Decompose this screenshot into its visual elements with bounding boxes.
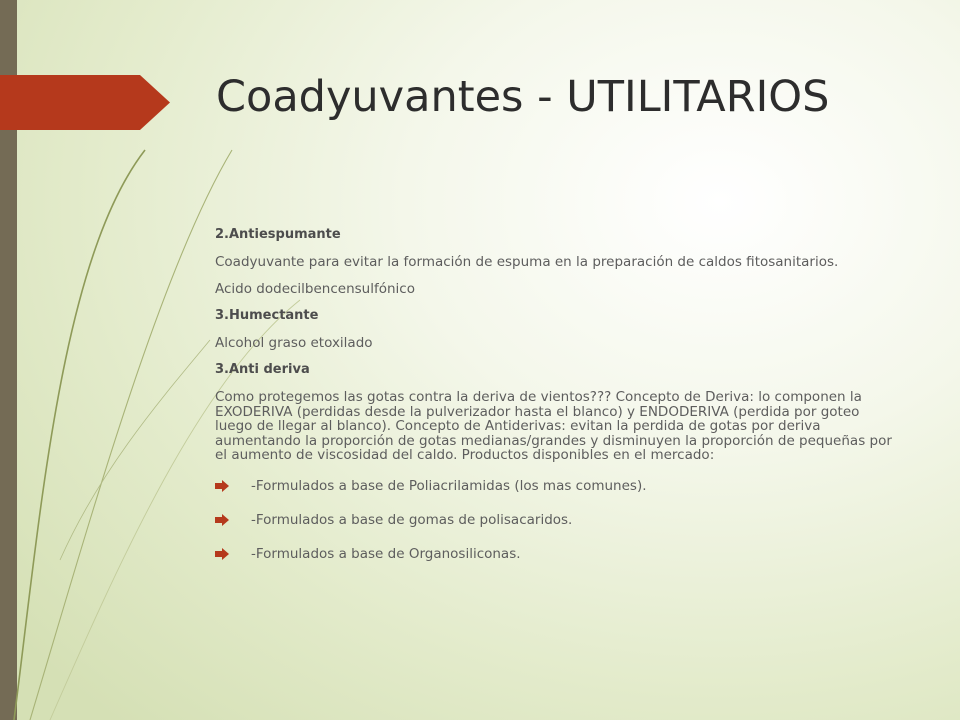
decorative-line [14, 150, 145, 720]
slide-title: Coadyuvantes - UTILITARIOS [216, 72, 830, 122]
section-heading-antiespumante: 2.Antiespumante [215, 227, 341, 242]
decorative-line [30, 150, 232, 720]
bullet-text: -Formulados a base de Organosiliconas. [251, 545, 521, 562]
products-list [215, 479, 893, 561]
decorative-line [60, 340, 210, 560]
list-item [215, 513, 893, 527]
antiespumante-description: Coadyuvante para evitar la formación de espuma en la preparación de caldos fitosanitarios. [215, 254, 839, 270]
red-arrow-banner-icon [0, 75, 170, 130]
antiespumante-example: Acido dodecilbencensulfónico [215, 281, 415, 297]
arrow-bullet-icon [215, 480, 229, 492]
humectante-example: Alcohol graso etoxilado [215, 335, 373, 351]
arrow-bullet-icon [215, 548, 229, 560]
arrow-bullet-icon [215, 514, 229, 526]
anti-deriva-description: Como protegemos las gotas contra la deriva de vientos??? Concepto de Deriva: lo componen la EXODERIVA (perdidas desde la pulverizador hasta el blanco) y ENDODERIVA (perdida por goteo luego de llegar al blanco). Concepto de Antiderivas: evitan la perdida de gotas por deriva aumentando la proporción de gotas medianas/grandes y disminuyen la proporción de pequeñas por el aumento de viscosidad del caldo. Productos disponibles en el mercado: [215, 389, 892, 463]
section-heading-anti-deriva: 3.Anti deriva [215, 362, 310, 377]
list-item [215, 547, 893, 561]
bullet-text: -Formulados a base de gomas de polisacaridos. [251, 511, 573, 528]
section-heading-humectante: 3.Humectante [215, 308, 319, 323]
list-item [215, 479, 893, 493]
slide-content [215, 228, 893, 581]
bullet-text: -Formulados a base de Poliacrilamidas (los mas comunes). [251, 477, 647, 494]
